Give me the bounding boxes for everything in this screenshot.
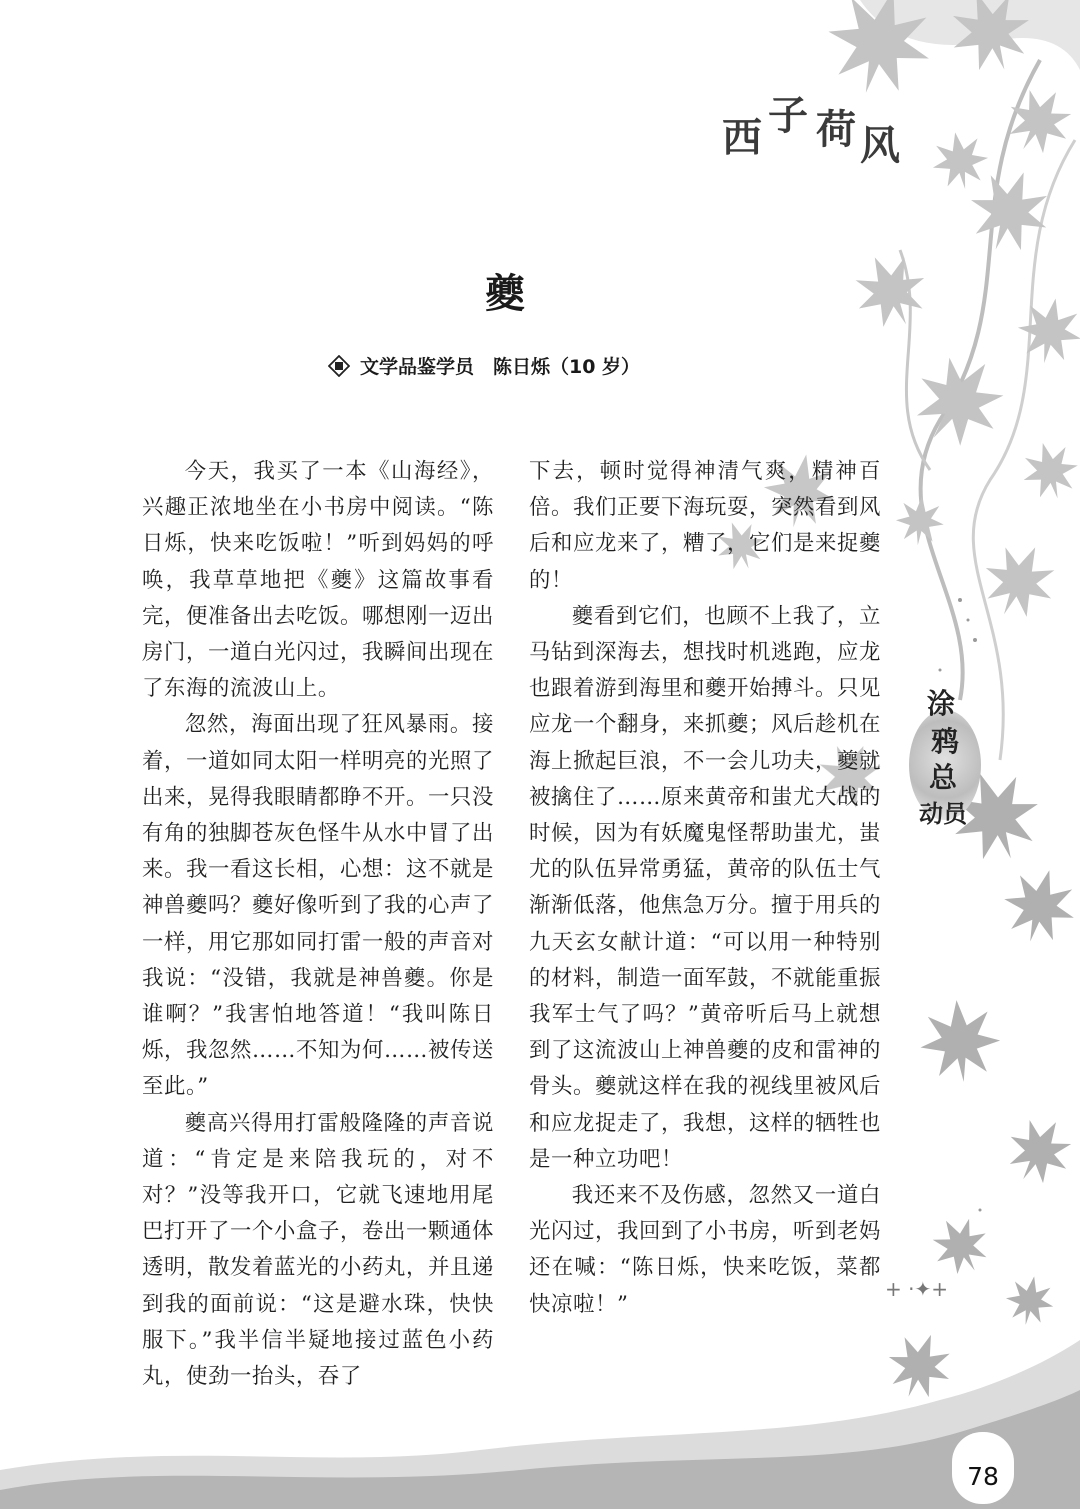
series-title-char: 西 (722, 115, 762, 161)
page-number: 78 (967, 1462, 999, 1491)
badge-char: 动员 (919, 800, 967, 828)
paragraph: 夔高兴得用打雷般隆隆的声音说道：“肯定是来陪我玩的，对不对？”没等我开口，它就飞速地用尾巴打开了一个小盒子，卷出一颗通体透明，散发着蓝光的小药丸，并且递到我的面前说：“这是避水珠，快快服下。”我半信半疑地接过蓝色小药丸，使劲一抬头，吞了 (142, 1110, 494, 1390)
series-title-char: 风 (860, 123, 900, 169)
diamond-square-icon (328, 355, 350, 377)
series-title-char: 子 (768, 93, 808, 139)
badge-char: 涂 (927, 687, 956, 720)
badge-char: 总 (929, 761, 958, 794)
paragraph: 我还来不及伤感，忽然又一道白光闪过，我回到了小书房，听到老妈还在喊：“陈日烁，快来吃饭，菜都快凉啦！” (529, 1183, 881, 1317)
paragraph: 夔看到它们，也顾不上我了，立马钻到深海去，想找时机逃跑，应龙也跟着游到海里和夔开始搏斗。只见应龙一个翻身，来抓夔；风后趁机在海上掀起巨浪，不一会儿功夫，夔就被擒住了……原来黄帝和蚩尤大战的时候，因为有妖魔鬼怪帮助蚩尤，蚩尤的队伍异常勇猛，黄帝的队伍士气渐渐低落，他焦急万分。擅于用兵的九天玄女献计道：“可以用一种特别的材料，制造一面军鼓，不就能重振我军士气了吗？”黄帝听后马上就想到了这流波山上神兽夔的皮和雷神的骨头。夔就这样在我的视线里被风后和应龙捉走了，我想，这样的牺牲也是一种立功吧！ (529, 603, 881, 1172)
byline-text: 文学品鉴学员 陈日烁（10 岁） (360, 356, 641, 378)
byline (328, 352, 748, 379)
body-column-right (529, 454, 881, 1323)
paragraph: 忽然，海面出现了狂风暴雨。接着，一道如同太阳一样明亮的光照了出来，晃得我眼睛都睁不开。一只没有角的独脚苍灰色怪牛从水中冒了出来。我一看这长相，心想：这不就是神兽夔吗？夔好像听到了我的心声了一样，用它那如同打雷一般的声音对我说：“没错，我就是神兽夔。你是谁啊？”我害怕地答道！“我叫陈日烁，我忽然……不知为何……被传送至此。” (142, 712, 494, 1100)
series-title-char: 荷 (816, 107, 856, 153)
paragraph: 下去，顿时觉得神清气爽，精神百倍。我们正要下海玩耍，突然看到风后和应龙来了，糟了，它们是来捉夔的！ (529, 459, 881, 593)
section-badge (905, 687, 985, 850)
svg-text:+ ·✦+: + ·✦+ (885, 1277, 948, 1301)
badge-char: 鸦 (931, 725, 960, 758)
leaf-cluster-middle (878, 759, 1080, 1408)
paragraph: 今天，我买了一本《山海经》，兴趣正浓地坐在小书房中阅读。“陈日烁，快来吃饭啦！”听到妈妈的呼唤，我草草地把《夔》这篇故事看完，便准备出去吃饭。哪想刚一迈出房门，一道白光闪过，我瞬间出现在了东海的流波山上。 (142, 459, 494, 702)
article-title: 夔 (485, 271, 525, 317)
series-title (722, 93, 912, 169)
vine-curve (973, 140, 1075, 760)
body-column-left (142, 454, 494, 1395)
